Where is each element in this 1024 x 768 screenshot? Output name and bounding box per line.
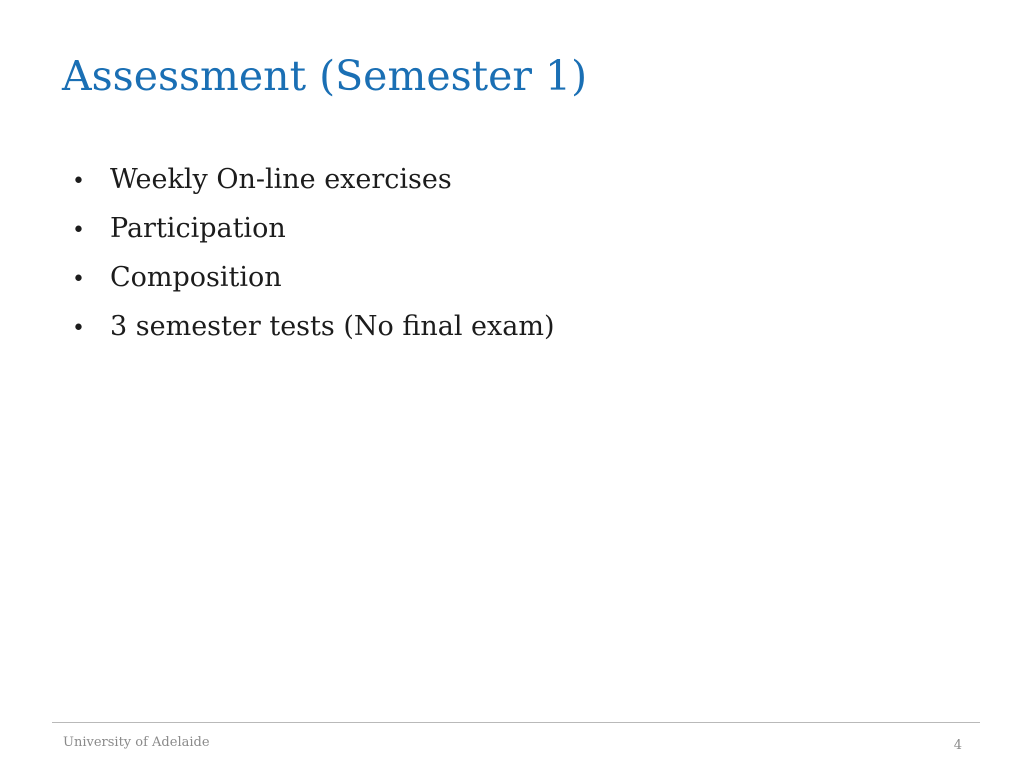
page-number: 4 [953,738,962,753]
bullet-icon: • [72,316,85,341]
bullet-item [72,164,554,213]
bullet-text: 3 semester tests (No final exam) [110,311,555,342]
bullet-item [72,262,554,311]
bullet-text: Composition [110,262,282,293]
bullet-icon: • [72,169,85,194]
bullet-item [72,311,554,360]
footer-institution: University of Adelaide [63,735,210,750]
bullet-list [72,164,554,360]
bullet-text: Weekly On-line exercises [110,164,452,195]
bullet-text: Participation [110,213,286,244]
slide-title: Assessment (Semester 1) [62,52,588,100]
bullet-item [72,213,554,262]
bullet-icon: • [72,267,85,292]
footer-divider [52,722,980,723]
bullet-icon: • [72,218,85,243]
